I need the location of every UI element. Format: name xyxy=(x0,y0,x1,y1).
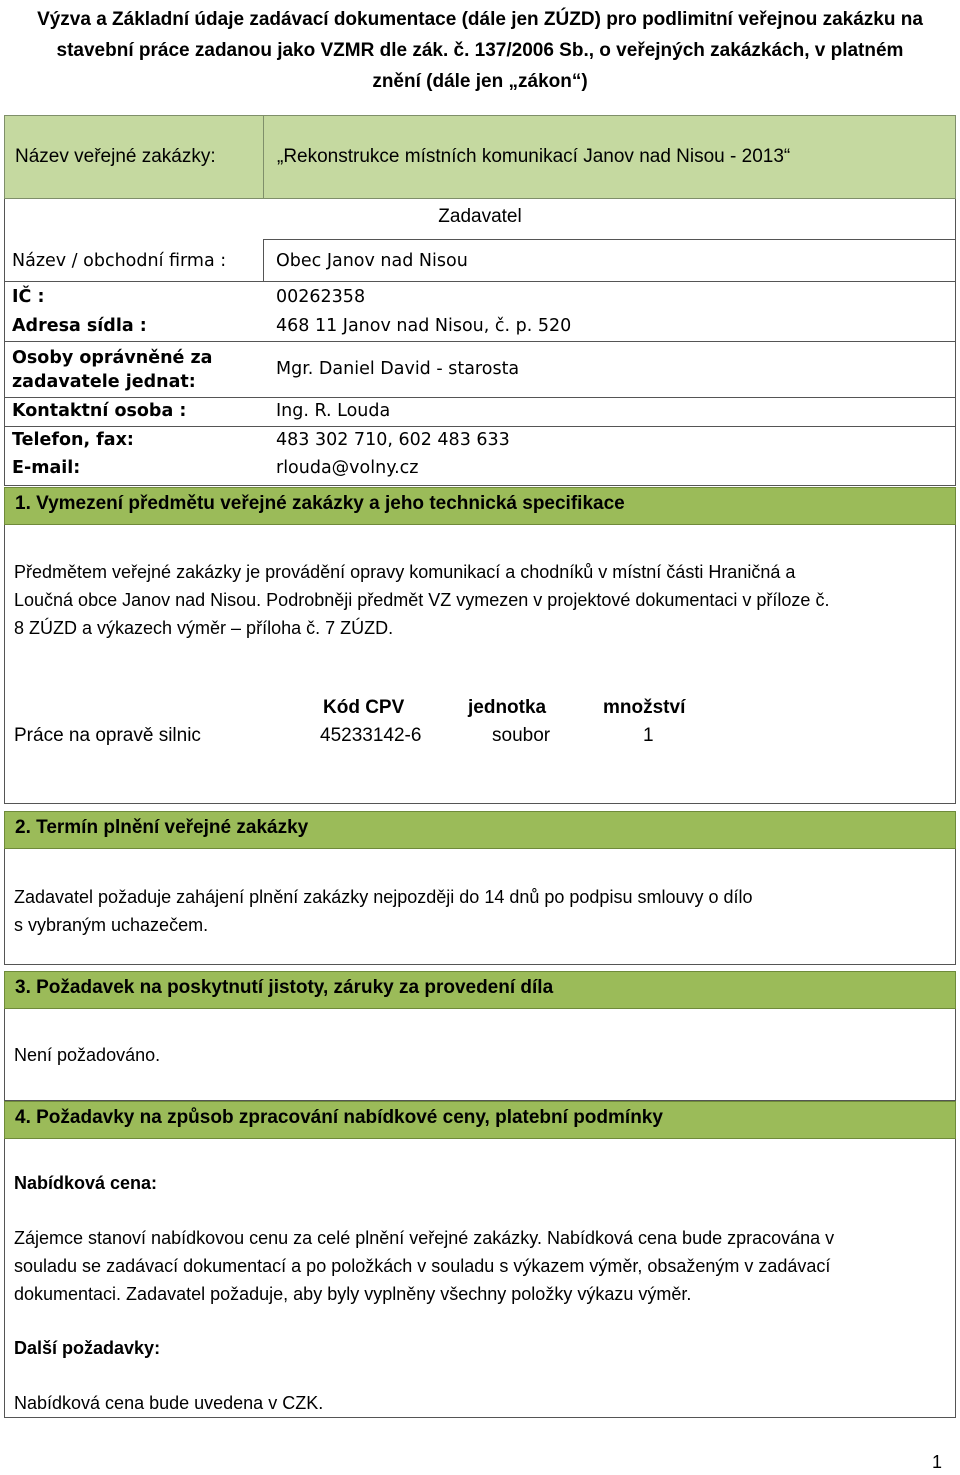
cpv-value: 45233142-6 xyxy=(320,725,422,746)
section4-title: 4. Požadavky na způsob zpracování nabídkové ceny, platební podmínky xyxy=(4,1101,956,1139)
section3-text: Není požadováno. xyxy=(14,1045,161,1065)
label-firm-name: Název / obchodní firma : xyxy=(12,251,227,271)
section2-title: 2. Termín plnění veřejné zakázky xyxy=(4,811,956,849)
value-contact: Ing. R. Louda xyxy=(276,401,391,421)
label-phone: Telefon, fax: xyxy=(12,430,134,450)
label-ic: IČ : xyxy=(12,287,45,307)
cpv-header: Kód CPV xyxy=(323,697,405,718)
row-label: Práce na opravě silnic xyxy=(14,725,201,746)
label-address: Adresa sídla : xyxy=(12,316,147,336)
value-email: rlouda@volny.cz xyxy=(276,458,419,478)
label-authorized: Osoby oprávněné za zadavatele jednat: xyxy=(12,348,213,392)
value-firm-name: Obec Janov nad Nisou xyxy=(276,251,468,271)
divider xyxy=(263,116,264,198)
value-authorized: Mgr. Daniel David - starosta xyxy=(276,359,520,379)
zadavatel-heading: Zadavatel xyxy=(438,206,522,227)
label-contact: Kontaktní osoba : xyxy=(12,401,187,421)
section4-text2: Nabídková cena bude uvedena v CZK. xyxy=(14,1393,324,1413)
title-line-3: znění (dále jen „zákon“) xyxy=(372,71,588,92)
value-phone: 483 302 710, 602 483 633 xyxy=(276,430,510,450)
title-line-2: stavební práce zadanou jako VZMR dle zák. č. 137/2006 Sb., o veřejných zakázkách, v platném xyxy=(56,40,904,61)
value-address: 468 11 Janov nad Nisou, č. p. 520 xyxy=(276,316,572,336)
title-line-1: Výzva a Základní údaje zadávací dokumentace (dále jen ZÚZD) pro podlimitní veřejnou zakázku na xyxy=(37,9,923,30)
page-number: 1 xyxy=(931,1452,942,1472)
section1-title: 1. Vymezení předmětu veřejné zakázky a jeho technická specifikace xyxy=(4,487,956,525)
section2-text: Zadavatel požaduje zahájení plnění zakázky nejpozději do 14 dnů po podpisu smlouvy o dílo s vybraným uchazečem. xyxy=(14,887,753,935)
value-ic: 00262358 xyxy=(276,287,366,307)
quantity-header: množství xyxy=(603,697,686,718)
unit-value: soubor xyxy=(492,725,551,746)
contract-value: „Rekonstrukce místních komunikací Janov nad Nisou - 2013“ xyxy=(277,146,791,167)
quantity-value: 1 xyxy=(643,725,654,746)
contract-name-box xyxy=(4,115,956,199)
label-email: E-mail: xyxy=(12,458,81,478)
contract-label: Název veřejné zakázky: xyxy=(15,146,216,167)
document-title xyxy=(0,0,960,97)
unit-header: jednotka xyxy=(468,697,547,718)
section3-title: 3. Požadavek na poskytnutí jistoty, záruky za provedení díla xyxy=(4,971,956,1009)
section4-text1: Zájemce stanoví nabídkovou cenu za celé plnění veřejné zakázky. Nabídková cena bude zpracována v souladu se zadávací dokumentací a po položkách v souladu s výkazem výměr, obsaženým v zadávací dokumentaci. Zadavatel požaduje, aby byly vyplněny všechny položky výkazu výměr. xyxy=(14,1228,835,1304)
section1-text: Předmětem veřejné zakázky je provádění opravy komunikací a chodníků v místní části Hraničná a Loučná obce Janov nad Nisou. Podrobněji předmět VZ vymezen v projektové dokumentaci v příloze č. 8 ZÚZD a výkazech výměr – příloha č. 7 ZÚZD. xyxy=(14,562,830,638)
section4-sub2: Další požadavky: xyxy=(14,1338,161,1358)
section4-sub1: Nabídková cena: xyxy=(14,1173,158,1193)
